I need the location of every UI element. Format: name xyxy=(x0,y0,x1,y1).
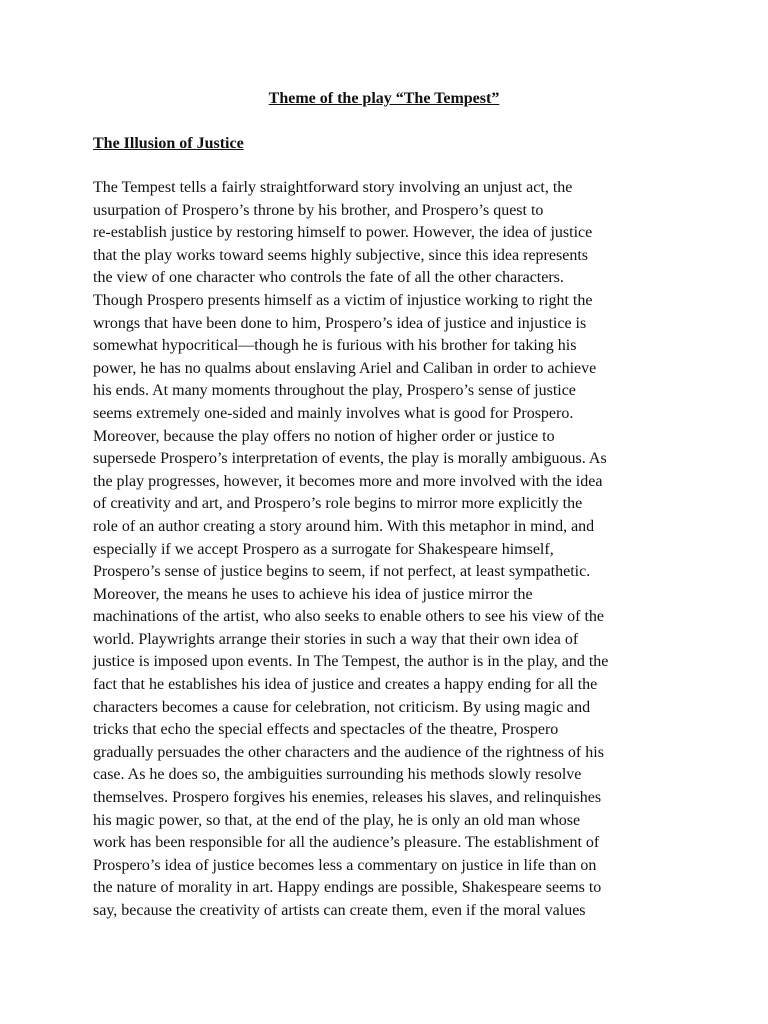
paragraph-line: Prospero’s idea of justice becomes less a commentary on justice in life than on xyxy=(93,856,597,874)
paragraph-line: somewhat hypocritical—though he is furious with his brother for taking his xyxy=(93,337,577,355)
paragraph-line: say, because the creativity of artists can create them, even if the moral values xyxy=(93,902,586,919)
paragraph-line: the play progresses, however, it becomes more and more involved with the idea xyxy=(93,472,603,490)
paragraph-line: especially if we accept Prospero as a surrogate for Shakespeare himself, xyxy=(93,540,554,558)
paragraph-line: gradually persuades the other characters and the audience of the rightness of his xyxy=(93,743,604,761)
paragraph-line: wrongs that have been done to him, Prospero’s idea of justice and injustice is xyxy=(93,314,587,332)
paragraph-line: power, he has no qualms about enslaving Ariel and Caliban in order to achieve xyxy=(93,359,597,377)
paragraph-line: his magic power, so that, at the end of the play, he is only an old man whose xyxy=(93,811,581,829)
paragraph-line: of creativity and art, and Prospero’s role begins to mirror more explicitly the xyxy=(93,495,583,513)
paragraph-line: Though Prospero presents himself as a victim of injustice working to right the xyxy=(93,291,593,309)
paragraph-line: re-establish justice by restoring himself to power. However, the idea of justice xyxy=(93,224,593,242)
section-heading: The Illusion of Justice xyxy=(93,135,244,152)
paragraph-line: supersede Prospero’s interpretation of events, the play is morally ambiguous. As xyxy=(93,450,607,468)
paragraph-line: world. Playwrights arrange their stories in such a way that their own idea of xyxy=(93,630,579,648)
paragraph-line: Prospero’s sense of justice begins to seem, if not perfect, at least sympathetic. xyxy=(93,563,591,581)
body-paragraph xyxy=(93,177,683,923)
paragraph-line: themselves. Prospero forgives his enemies, releases his slaves, and relinquishes xyxy=(93,789,602,807)
paragraph-line: fact that he establishes his idea of justice and creates a happy ending for all the xyxy=(93,676,598,694)
paragraph-line: role of an author creating a story around him. With this metaphor in mind, and xyxy=(93,517,595,535)
paragraph-line: machinations of the artist, who also seeks to enable others to see his view of the xyxy=(93,608,604,626)
paragraph-line: Moreover, because the play offers no notion of higher order or justice to xyxy=(93,427,555,445)
paragraph-line: the nature of morality in art. Happy endings are possible, Shakespeare seems to xyxy=(93,879,602,897)
paragraph-line: The Tempest tells a fairly straightforward story involving an unjust act, the xyxy=(93,179,573,196)
paragraph-line: Moreover, the means he uses to achieve his idea of justice mirror the xyxy=(93,585,533,603)
paragraph-line: justice is imposed upon events. In The Tempest, the author is in the play, and the xyxy=(93,653,609,671)
paragraph-line: that the play works toward seems highly subjective, since this idea represents xyxy=(93,246,588,264)
paragraph-line: usurpation of Prospero’s throne by his brother, and Prospero’s quest to xyxy=(93,201,544,219)
paragraph-line: characters becomes a cause for celebration, not criticism. By using magic and xyxy=(93,698,591,716)
paragraph-line: seems extremely one-sided and mainly involves what is good for Prospero. xyxy=(93,404,574,422)
paragraph-line: the view of one character who controls the fate of all the other characters. xyxy=(93,269,564,287)
paragraph-line: tricks that echo the special effects and spectacles of the theatre, Prospero xyxy=(93,721,559,739)
document-title: Theme of the play “The Tempest” xyxy=(268,90,500,107)
paragraph-line: case. As he does so, the ambiguities surrounding his methods slowly resolve xyxy=(93,766,582,784)
paragraph-line: his ends. At many moments throughout the play, Prospero’s sense of justice xyxy=(93,382,576,400)
paragraph-line: work has been responsible for all the audience’s pleasure. The establishment of xyxy=(93,834,600,852)
